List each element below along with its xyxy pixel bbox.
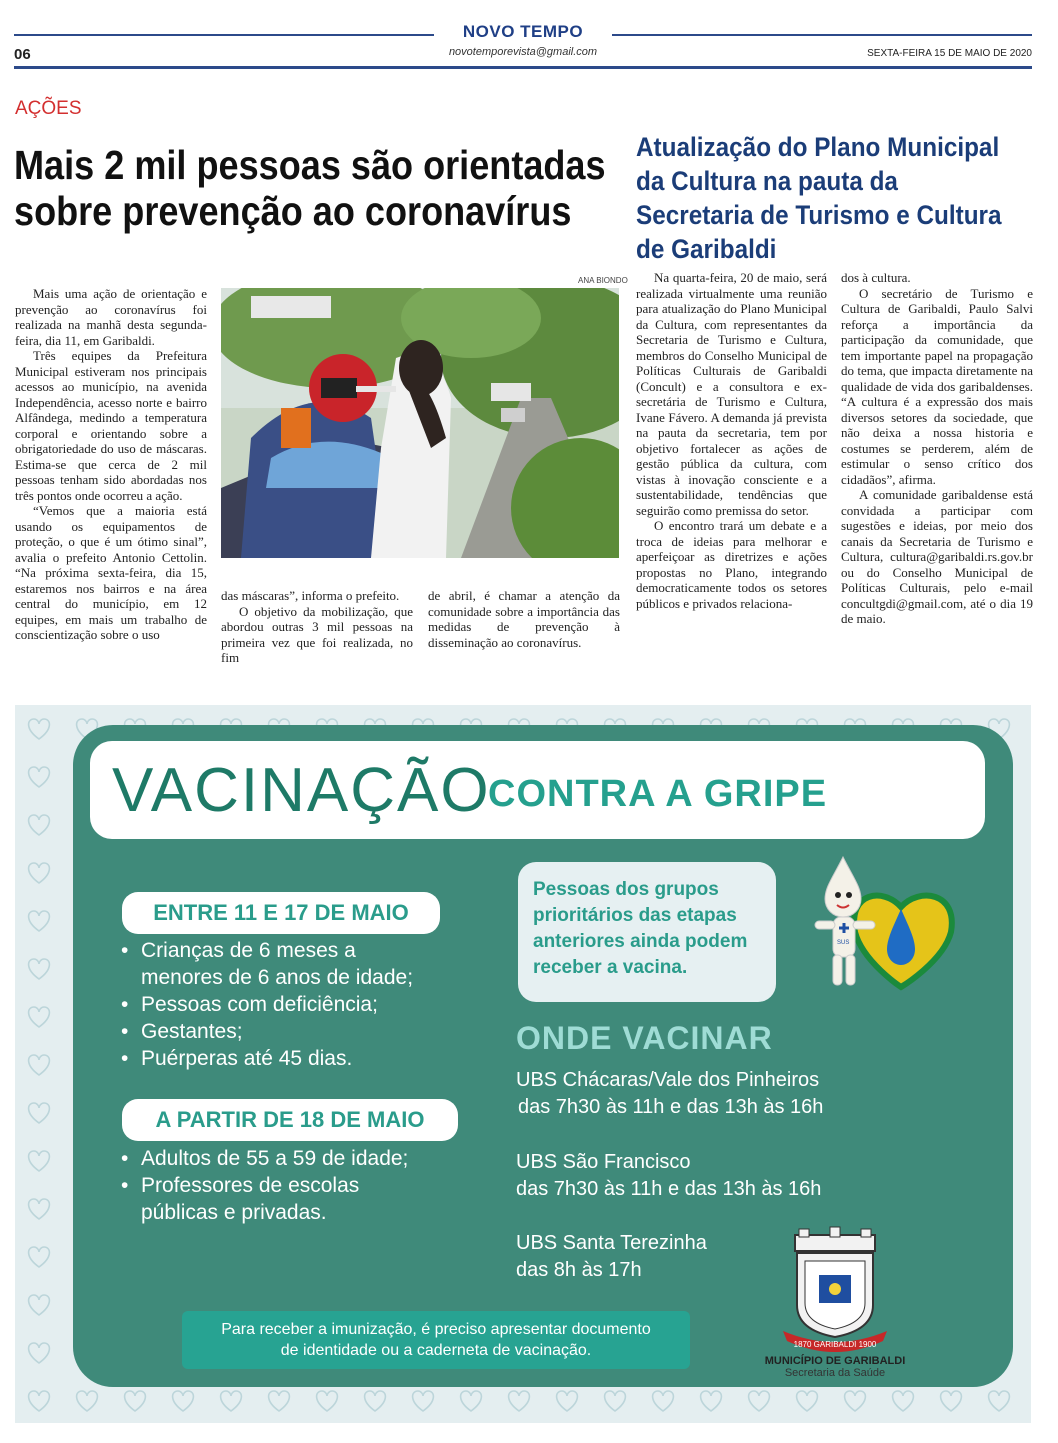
list-item: • Professores de escolas públicas e privadas. (119, 1172, 419, 1226)
period2-list (119, 1145, 419, 1226)
municipality-name: MUNICÍPIO DE GARIBALDI (764, 1355, 906, 1367)
paragraph: Mais uma ação de orientação e prevenção ao coronavírus foi realizada na manhã desta segunda-feira, dia 11, em Garibaldi. (15, 286, 207, 348)
paragraph: O secretário de Turismo e Cultura de Garibaldi, Paulo Salvi reforça a importância da participação da comunidade, que tem importante papel na propagação do tema, que impacta diretamente na qualidade de vida dos garibaldenses. “A cultura é a expressão dos mais diversos setores da sociedade, que não deixa a nossa historia e costumes se perderem, além de estimular o senso crítico dos cidadãos”, afirma. (841, 285, 1033, 487)
article1-column-1 (15, 286, 207, 643)
mascot-heart-icon (803, 847, 983, 1007)
paragraph: O objetivo da mobilização, que abordou outras 3 mil pessoas na primeira vez que foi realizada, no fim (221, 603, 413, 665)
document-note-line: de identidade ou a caderneta de vacinação. (280, 1342, 592, 1359)
paragraph: dos à cultura. (841, 270, 911, 285)
paragraph: A comunidade garibaldense está convidada a participar com sugestões e ideias, por meio dos canais da Secretaria de Turismo e Cultura, cultura@garibaldi.rs.gov.br ou do Conselho Municipal de Políticas Culturais, pelo e-mail concultgdi@gmail.com, até o dia 19 de maio. (841, 487, 1033, 626)
article2-column-1 (636, 270, 827, 611)
list-item: • Puérperas até 45 dias. (119, 1045, 419, 1072)
ad-card (73, 725, 1013, 1387)
list-item: • Adultos de 55 a 59 de idade; (119, 1145, 419, 1172)
list-item: • Crianças de 6 meses a menores de 6 anos de idade; (119, 937, 419, 991)
article1-photo (221, 288, 619, 558)
crest-ribbon: 1870 GARIBALDI 1900 (793, 1340, 877, 1349)
article2-column-2 (841, 270, 1033, 627)
masthead (14, 20, 1032, 70)
document-note-box (182, 1311, 690, 1369)
section-label: AÇÕES (15, 98, 82, 119)
paragraph: Três equipes da Prefeitura Municipal estiveram nos principais acessos ao município, na avenida Independência, acesso norte e bairro Alfândega, medindo a temperatura corporal e orientando sobre a obrigatoriedade do uso de máscaras. Estima-se que cerca de 2 mil pessoas tenham sido abordadas nos três pontos onde ocorreu a ação. (15, 348, 207, 503)
list-item: • Pessoas com deficiência; (119, 991, 419, 1018)
priority-note: Pessoas dos grupos prioritários das etapas anteriores ainda podem receber a vacina. (533, 879, 748, 978)
newspaper-email: novotemporevista@gmail.com (448, 46, 598, 58)
priority-note-box (518, 862, 776, 1002)
department-name: Secretaria da Saúde (784, 1367, 886, 1379)
paragraph: “Vemos que a maioria está usando os equipamentos de proteção, o que é um ótimo sinal”, avalia o prefeito Antonio Cettolin. “Na próxima sexta-feira, dia 15, estaremos nos bairros e na área central do município, em 12 equipes, em mais um trabalho de conscientização sobre o uso (15, 503, 207, 642)
photo-illustration (221, 288, 619, 558)
crest-label (750, 1355, 920, 1379)
ubs-3 (516, 1230, 707, 1284)
paragraph: das máscaras”, informa o prefeito. (221, 588, 400, 603)
article2-headline: Atualização do Plano Municipal da Cultura na pauta da Secretaria de Turismo e Cultura de Garibaldi (636, 132, 1002, 264)
article1-column-2 (221, 588, 413, 666)
paragraph: Na quarta-feira, 20 de maio, será realizada virtualmente uma reunião para atualização do Plano Municipal da Cultura, com representantes da Secretaria de Turismo e Cultura, membros do Conselho Municipal de Políticas Culturais de Garibaldi (Concult) e a consultora e ex-secretária de Turismo e Cultura, Ivane Fávero. A demanda já prevista na pauta da secretaria, tem por objetivo fortalecer as ações de gestão pública da cultura, com vistas à inovação consciente e a sustentabilidade, tendências que seguirão como premissa do setor. (636, 270, 827, 518)
list-item: • Gestantes; (119, 1018, 419, 1045)
masthead-rule-bottom (14, 66, 1032, 69)
period1-label: ENTRE 11 E 17 DE MAIO (122, 892, 440, 934)
ubs-hours: das 7h30 às 11h e das 13h às 16h (518, 1096, 824, 1118)
title-box (90, 741, 985, 839)
period2-label: A PARTIR DE 18 DE MAIO (122, 1099, 458, 1141)
newspaper-title: NOVO TEMPO (462, 22, 584, 41)
ubs-hours: das 8h às 17h (516, 1259, 642, 1281)
sus-badge: SUS (837, 940, 850, 946)
municipality-crest-icon (775, 1225, 895, 1355)
issue-date: SEXTA-FEIRA 15 DE MAIO DE 2020 (867, 48, 1032, 59)
ubs-1 (516, 1067, 823, 1121)
vaccination-ad (15, 705, 1031, 1423)
article1-column-3 (428, 588, 620, 650)
paragraph: O encontro trará um debate e a troca de ideias para melhorar e aperfeiçoar as diretrizes e ações propostas no Plano, integrando democraticamente todos os setores públicos e privados relaciona- (636, 518, 827, 611)
ad-title: VACINAÇÃO (112, 756, 491, 825)
ubs-hours: das 7h30 às 11h e das 13h às 16h (516, 1178, 822, 1200)
document-note-line: Para receber a imunização, é preciso apresentar documento (221, 1321, 651, 1338)
ad-subtitle: CONTRA A GRIPE (488, 773, 828, 815)
ubs-2 (516, 1149, 821, 1203)
period1-list (119, 937, 419, 1072)
ubs-name: UBS São Francisco (516, 1151, 691, 1173)
ubs-name: UBS Chácaras/Vale dos Pinheiros (516, 1069, 820, 1091)
paragraph: de abril, é chamar a atenção da comunidade sobre a importância das medidas de prevenção à disseminação ao coronavírus. (428, 588, 620, 650)
document-note (182, 1319, 690, 1361)
where-title: ONDE VACINAR (516, 1020, 773, 1056)
ubs-name: UBS Santa Terezinha (516, 1232, 707, 1254)
page-number: 06 (14, 46, 31, 63)
photo-credit: ANA BIONDO (578, 276, 628, 285)
article1-headline: Mais 2 mil pessoas são orientadas sobre prevenção ao coronavírus (14, 142, 606, 234)
